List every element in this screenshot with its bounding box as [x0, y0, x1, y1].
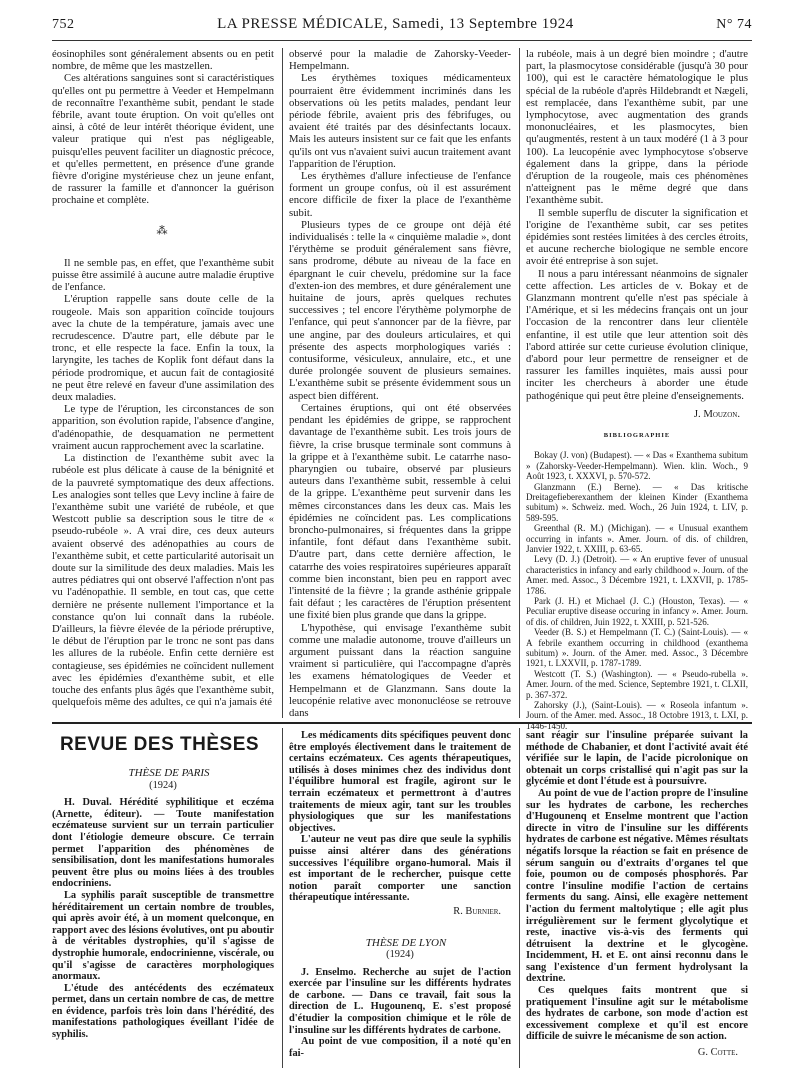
- theses-column-1: [52, 768, 274, 1041]
- thesis-heading: THÈSE DE LYON: [365, 936, 447, 949]
- bibliography-list: [526, 450, 748, 731]
- column-divider: [519, 48, 520, 718]
- paragraph: sant réagir sur l'insuline préparée suivant la méthode de Chabanier, et dont l'activité avait été vérifiée sur le lapin, de l'acide picrolonique on obtenait un corps cristallisé qui n'agit pas sur la glycémie et dont l'étude est à poursuivre.: [526, 730, 748, 788]
- paragraph: H. Duval. Hérédité syphilitique et eczéma (Arnette, éditeur). — Toute manifestation eczémateuse survient sur un terrain particulier dont l'étiologie demeure obscure. Ce terrain permet l'apparition des phénomènes de sensibilisation, dont les manifestations humorales peuvent être plus ou moins liées à des troubles endocriniens.: [52, 797, 274, 890]
- theses-column-2: [289, 730, 511, 1059]
- paragraph: Certaines éruptions, qui ont été observées pendant les épidémies de grippe, se rapprochent davantage de l'exanthème subit. Les trois jours de fièvre, la crise brusque terminale sont communs à la grippe et à l'exanthème subit. Le catarrhe naso-pharyngien ou tubaire, observé par plusieurs auteurs dans l'exanthème subit, ressemble à celui de la grippe. L'exanthème peut survenir dans les mêmes circonstances dans les deux cas. Mais les épidémies ne coïncident pas. Les complications broncho-pulmonaires, si fréquentes dans la grippe infantile, font défaut dans l'exanthème subit. D'autre part, dans cette dernière affection, le catarrhe des voies respiratoires supérieures apparaît comme bien inconstant, bien peu en rapport avec l'intensité de la fièvre ; la grande asthénie grippale fait défaut ; les caractères de l'éruption présentent une fixité bien plus grande que dans la grippe.: [289, 401, 511, 622]
- paragraph: L'étude des antécédents des eczémateux permet, dans un certain nombre de cas, de mettre en évidence, parfois très loin dans l'hérédité, des manifestations pathologiques éveillant l'idée de syphilis.: [52, 982, 274, 1041]
- paragraph: Il nous a paru intéressant néanmoins de signaler cette affection. Les articles de v. Bokay et de Glanzmann montrent qu'elle n'est pas spéciale à l'Amérique, et si les médecins français ont un jour l'occasion de la rencontrer dans leur clientèle enfantine, il est utile que leur attention soit dès l'abord attirée sur cette curieuse évolution clinique, d'abord pour leur permettre de renseigner et de rassurer les familles inquiètes, mais aussi pour inciter les chercheurs à aborder une étude pathogénique qui peut être pleine d'enseignements.: [526, 267, 748, 402]
- paragraph: Ces altérations sanguines sont si caractéristiques qu'elles ont pu permettre à Veeder et Hempelmann de reconnaître l'exanthème subit, pendant le stade fébrile, avant toute éruption. On voit qu'elles ont ainsi, à côté de leur intérêt théorique évident, une valeur pratique qui n'est pas négligeable, puisqu'elles peuvent faciliter un diagnostic précoce, et qu'elles permettent, en présence d'une grande fièvre d'origine mystérieuse chez un jeune enfant, de rassurer la famille et d'annoncer la guérison prochaine et complète.: [52, 72, 274, 207]
- paragraph: Ces quelques faits montrent que si pratiquement l'insuline agit sur le métabolisme des hydrates de carbone, son mode d'action est excessivement complexe et qu'il est encore difficile de suivre le mécanisme de son action.: [526, 985, 748, 1043]
- bibliography-entry: Veeder (B. S.) et Hempelmann (T. C.) (Saint-Louis). — « A febrile exanthem occurring in childhood (exanthema subitum) ». Journ. of the Amer. med. Assoc., 3 Décembre 1921, t. LXXVII, p. 1787-1789.: [526, 627, 748, 669]
- paragraph: J. Enselmo. Recherche au sujet de l'action exercée par l'insuline sur les différents hydrates de carbone. — Dans ce travail, fait sous la direction de L. Hugounenq, E. s'est proposé d'étudier la composition chimique et le rôle de l'insuline sur les différents hydrates de carbone.: [289, 966, 511, 1036]
- bibliography-entry: Bokay (J. von) (Budapest). — « Das « Exanthema subitum » (Zahorsky-Veeder-Hempelmann). Wien. klin. Woch., 9 Août 1923, t. XXXVI, p. 570-572.: [526, 450, 748, 482]
- bibliography-entry: Westcott (T. S.) (Washington). — « Pseudo-rubella ». Amer. Journ. of the med. Science, Septembre 1921, t. CLXII, p. 367-372.: [526, 668, 748, 700]
- paragraph: Les médicaments dits spécifiques peuvent donc être employés électivement dans le traitement de certains eczémateux. Ces agents thérapeutiques, utilisés à doses minimes chez des individus dont l'équilibre humoral est fragile, agiront sur le terrain eczémateux et permettront à d'autres traitements de mieux agir, tant sur les troubles physiologiques que sur les manifestations objectives.: [289, 730, 511, 834]
- thesis-year: (1924): [386, 949, 414, 961]
- section-break-asterism: ⁂: [156, 224, 170, 237]
- paragraph: La syphilis paraît susceptible de transmettre héréditairement un certain nombre de troubles, qui après avoir été, à un moment quelconque, en rapport avec des lésions évolutives, ont pu aboutir à de véritables dystrophies, qu'il s'agisse de dystrophie humorale, endocrinienne, viscérale, ou qu'il s'agisse de caractères morphologiques anormaux.: [52, 889, 274, 983]
- paragraph: Au point de vue de l'action propre de l'insuline sur les hydrates de carbone, les recherches d'Hugounenq et Enselme montrent que l'action directe in vitro de l'insuline sur les différents hydrates de carbone est négative. Mêmes résultats négatifs lorsque la réaction se fait en présence de sérum sanguin ou d'extraits d'organes tel que foie, poumon ou de composés phosphorés. Par contre l'insuline modifie l'action de certains ferments du sang. Ainsi, elle exagère nettement l'action du ferment maltolytique ; elle agit plus irrégulièrement sur le ferment glycolytique et reste, inactive vis-à-vis des ferments qui détruisent la dextrine et le glycogène. Incidemment, H. et E. ont ainsi reconnu dans le sang l'existence d'un ferment hydrolysant la dextrine.: [526, 787, 748, 985]
- article-column-2: [289, 48, 511, 719]
- paragraph: Plusieurs types de ce groupe ont déjà été individualisés : telle la « cinquième maladie », dont l'érythème se produit généralement sans fièvre, sans prodrome, débute au niveau de la face en épargnant le cuir chevelu, prédomine sur la face d'exten-ion des membres, et dure généralement une huitaine de jours, après quelques rechutes successives ; tel encore l'érythème polymorphe de l'enfance, qui peut s'annoncer par de la fièvre, par une angine, par des douleurs articulaires, et qui présente des aspects morphologiques variés : contusiforme, vésiculeux, annulaire, etc., et une durée prolongée souvent de plusieurs semaines. L'exanthème subit se présente évidemment sous un aspect bien différent.: [289, 218, 511, 402]
- paragraph: La distinction de l'exanthème subit avec la rubéole est plus délicate à cause de la bénignité et de la pauvreté symptomatique des deux affections. Les analogies sont telles que Levy incline à faire de l'exanthème subit une variété de rubéole, et que Westcott publie sa description sous le titre de « pseudo-rubéole ». A vrai dire, ces deux auteurs avaient observé des adénopathies au cours de l'exanthème subit, et cette particularité autorisait un doute sur la similitude des deux maladies. Mais les autres pédiatres qui ont observé l'affection n'ont pas vu l'adénopathie. Il semble, en tout cas, que cette dernière ne présente nullement l'importance et la constance qu'on lui connaît dans la rubéole. D'ailleurs, la fièvre élevée de la période préruptive, le début de l'éruption par le tronc ne sont pas dans les allures de la rubéole. Enfin cette dernière est contagieuse, ses épidémies ne coïncident nullement avec les épidémies d'exanthème subit, et elle touche des enfants plus âgés que l'exanthème subit, quelquefois même des adultes, ce qui n'a jamais été: [52, 452, 274, 709]
- bibliography-entry: Zahorsky (J.), (Saint-Louis). — « Roseola infantum ». Journ. of the Amer. med. Assoc., 18 Octobre 1913, t. LXI, p. 1446-1450.: [526, 700, 748, 731]
- theses-column-3: [526, 730, 748, 1059]
- paragraph: Il ne semble pas, en effet, que l'exanthème subit puisse être assimilé à aucune autre maladie éruptive de l'enfance.: [52, 256, 274, 294]
- bibliography-entry: Glanzmann (E.) Berne). — « Das kritische Dreitagefieberexanthem der kleinen Kinder (Exanthema subitum) ». Schweiz. med. Woch., 26 Juin 1924, t. LIV, p. 589-595.: [526, 481, 748, 523]
- page-header: [52, 16, 752, 38]
- paragraph: Les érythèmes toxiques médicamenteux pourraient être évidemment incriminés dans les observations où les petits malades, pendant leur période fébrile, avaient pris des fébrifuges, ou avaient été traités par des désinfectants locaux. Mais les auteurs insistent sur ce fait que les enfants qu'ils ont vus n'avaient suivi aucun traitement avant l'apparition de l'éruption.: [289, 72, 511, 170]
- author-signature: J. Mouzon.: [693, 407, 740, 420]
- bibliography-entry: Park (J. H.) et Michael (J. C.) (Houston, Texas). — « Peculiar eruptive disease occuring in infancy ». Amer. Journ. of dis. of children, Juin 1922, t. XXIII, p. 521-526.: [526, 595, 748, 627]
- column-divider: [519, 728, 520, 1068]
- paragraph: Les érythèmes d'allure infectieuse de l'enfance forment un groupe confus, où il est assurément encore difficile de fixer la place de l'exanthème subit.: [289, 170, 511, 219]
- section-title: REVUE DES THÈSES: [59, 734, 260, 755]
- paragraph: L'auteur ne veut pas dire que seule la syphilis puisse ainsi altérer dans des générations successives l'équilibre organo-humoral. Mais il est important de le rechercher, puisque cette notion paraît comporter une sanction thérapeutique intéressante.: [289, 834, 511, 904]
- page-number: 752: [52, 17, 75, 32]
- paragraph: la rubéole, mais à un degré bien moindre ; d'autre part, la plasmocytose considérable (jusqu'à 30 pour 100), qui est le caractère hématologique le plus spécial de la rubéole d'après Hildebrandt et Nægeli, est remplacée, dans l'exanthème subit, par une lymphocytose, avec augmentation des grands mononucléaires, et les plasmocytes, bien qu'augmentés, restent à un taux modéré (1 à 3 pour 100). La leucopénie avec lymphocytose s'observe également dans la grippe, dans la période d'éruption de la rougeole, mais ces phénomènes n'atteignent pas le même degré que dans l'exanthème subit.: [526, 48, 748, 207]
- column-divider: [282, 728, 283, 1068]
- bibliography-entry: Levy (D. J.) (Detroit). — « An eruptive fever of unusual characteristics in infancy and early childhood ». Journ. of the Amer. med. Assoc., 3 Décembre 1921, t. LXXVII, p. 1785-1786.: [526, 554, 748, 596]
- thesis-year: (1924): [149, 779, 177, 791]
- bibliography-entry: Greenthal (R. M.) (Michigan). — « Unusual exanthem occurring in infants ». Amer. Journ. of dis. of children, Janvier 1922, t. XXIII, p. 63-65.: [526, 523, 748, 554]
- paragraph: Le type de l'éruption, les circonstances de son apparition, son évolution rapide, l'absence d'angine, d'adénopathie, de desquamation ne permettent vraiment aucun rapprochement avec la scarlatine.: [52, 403, 274, 452]
- author-signature: G. Cotte.: [697, 1047, 738, 1059]
- bibliography-heading: BIBLIOGRAPHIE: [603, 432, 671, 440]
- author-signature: R. Burnier.: [453, 905, 501, 917]
- paragraph: Au point de vue composition, il a noté qu'en fai-: [289, 1036, 511, 1059]
- paragraph: Il semble superflu de discuter la signification et l'origine de l'exanthème subit, car ses petites épidémies sont restées limitées à des cercles étroits, et aucune recherche biologique ne semble encore avoir été entreprise à son sujet.: [526, 206, 748, 268]
- section-rule: [52, 722, 752, 724]
- journal-title: LA PRESSE MÉDICALE, Samedi, 13 Septembre 1924: [217, 16, 574, 32]
- thesis-heading: THÈSE DE PARIS: [128, 767, 210, 779]
- paragraph: L'éruption rappelle sans doute celle de la rougeole. Mais son apparition coïncide toujours avec la chute de la température, jamais avec une recrudescence. D'autre part, elle débute par le tronc, et elle respecte la face. Enfin la toux, la laryngite, les taches de Koplik font défaut dans la période prodromique, et aucun fait de contagiosité ne peut être relevé en faveur d'une assimilation des deux maladies.: [52, 293, 274, 404]
- column-divider: [282, 48, 283, 718]
- issue-number: N° 74: [716, 17, 752, 32]
- paragraph: L'hypothèse, qui envisage l'exanthème subit comme une maladie autonome, trouve d'ailleurs un argument puissant dans la réaction sanguine vraiment si particulière, qui l'accompagne d'après les examens hématologiques de Veeder et Hempelmann et de Glanzmann. Sans doute la leucopénie relative avec mononucléose se retrouve dans: [289, 621, 511, 719]
- article-column-1: [52, 48, 274, 708]
- header-rule: [52, 40, 752, 41]
- article-column-3: [526, 48, 748, 731]
- paragraph: éosinophiles sont généralement absents ou en petit nombre, de même que les mastzellen.: [52, 48, 274, 73]
- paragraph: observé pour la maladie de Zahorsky-Veeder-Hempelmann.: [289, 48, 511, 73]
